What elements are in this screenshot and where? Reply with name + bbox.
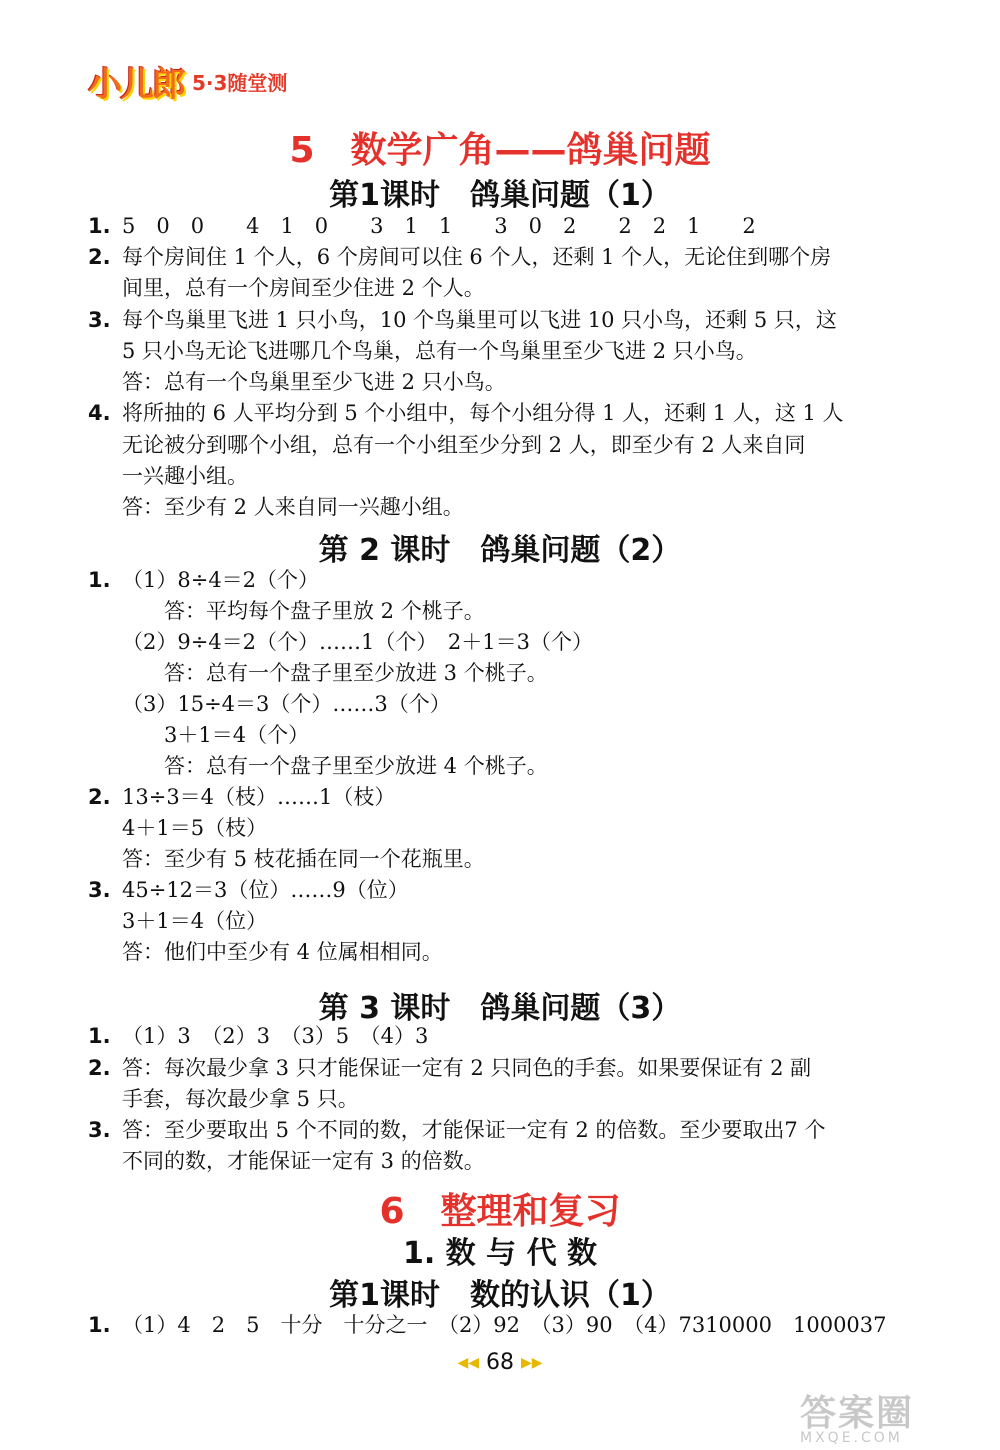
answer-line — [88, 461, 248, 491]
answer-text: （2）9÷4＝2（个）……1（个） 2＋1＝3（个） — [122, 630, 593, 654]
header — [88, 56, 287, 106]
answer-line — [88, 211, 756, 241]
item-number: 3. — [88, 1118, 111, 1142]
chapter-title-5: 5 数学广角——鸽巢问题 — [289, 130, 711, 171]
answer-text: （1）8÷4＝2（个） — [122, 568, 320, 592]
answer-line — [88, 596, 485, 626]
answer-text: 答：总有一个盘子里至少放进 4 个桃子。 — [122, 754, 548, 778]
item-number: 1. — [88, 1313, 111, 1337]
answer-line — [88, 398, 844, 428]
answer-line — [88, 242, 831, 272]
right-arrow-icon: ▶▶ — [521, 1355, 543, 1371]
answer-text: 答：至少有 2 人来自同一兴趣小组。 — [122, 495, 464, 519]
answer-line — [88, 367, 506, 397]
answer-text: 答：至少有 5 枝花插在同一个花瓶里。 — [122, 847, 485, 871]
answer-line — [88, 1084, 359, 1114]
answer-line — [88, 658, 548, 688]
answer-line — [88, 1146, 485, 1176]
answer-text: 手套，每次最少拿 5 只。 — [122, 1087, 359, 1111]
answer-line — [88, 1310, 887, 1340]
answer-line — [88, 273, 485, 303]
answer-text: 无论被分到哪个小组，总有一个小组至少分到 2 人，即至少有 2 人来自同 — [122, 433, 806, 457]
answer-text: 5 只小鸟无论飞进哪几个鸟巢，总有一个鸟巢里至少飞进 2 只小鸟。 — [122, 339, 757, 363]
item-number: 1. — [88, 214, 111, 238]
lesson-title-2: 第 2 课时 鸽巢问题（2） — [318, 533, 682, 568]
answer-text: （1）3 （2）3 （3）5 （4）3 — [122, 1024, 429, 1048]
brand-logo: 小儿郎 — [88, 64, 184, 105]
item-number: 1. — [88, 1024, 111, 1048]
answer-line — [88, 1115, 825, 1145]
answer-text: 答：总有一个鸟巢里至少飞进 2 只小鸟。 — [122, 370, 506, 394]
answer-line — [88, 492, 464, 522]
answer-text: 答：平均每个盘子里放 2 个桃子。 — [122, 599, 485, 623]
item-number: 4. — [88, 401, 111, 425]
answer-text: 3＋1＝4（位） — [122, 909, 268, 933]
answer-line — [88, 1021, 428, 1051]
answer-line — [88, 336, 757, 366]
answer-line — [88, 937, 443, 967]
series-name: 5·3随堂测 — [192, 70, 288, 95]
watermark-text: 答案圈 — [800, 1393, 915, 1434]
lesson-title-1: 第1课时 鸽巢问题（1） — [329, 178, 671, 213]
answer-text: 一兴趣小组。 — [122, 464, 248, 488]
page-footer — [0, 1350, 1000, 1375]
answer-line — [88, 720, 309, 750]
answer-line — [88, 430, 805, 460]
answer-line — [88, 875, 409, 905]
answer-line — [88, 1053, 811, 1083]
answer-text: 每个房间住 1 个人，6 个房间可以住 6 个人，还剩 1 个人，无论住到哪个房 — [122, 245, 832, 269]
item-number: 3. — [88, 308, 111, 332]
answer-text: 3＋1＝4（个） — [122, 723, 310, 747]
answer-text: 13÷3＝4（枝）……1（枝） — [122, 785, 396, 809]
answer-text: 答：每次最少拿 3 只才能保证一定有 2 只同色的手套。如果要保证有 2 副 — [122, 1056, 812, 1080]
item-number: 2. — [88, 785, 111, 809]
lesson-title-3: 第 3 课时 鸽巢问题（3） — [318, 991, 682, 1026]
answer-text: 不同的数，才能保证一定有 3 的倍数。 — [122, 1149, 485, 1173]
answer-text: （3）15÷4＝3（个）……3（个） — [122, 692, 451, 716]
section-title: 1. 数 与 代 数 — [402, 1236, 598, 1271]
answer-line — [88, 627, 593, 657]
answer-text: 将所抽的 6 人平均分到 5 个小组中，每个小组分得 1 人，还剩 1 人，这 1 人 — [122, 401, 844, 425]
answer-text: 答：总有一个盘子里至少放进 3 个桃子。 — [122, 661, 548, 685]
lesson-title-4: 第1课时 数的认识（1） — [329, 1278, 671, 1313]
answer-text: 每个鸟巢里飞进 1 只小鸟，10 个鸟巢里可以飞进 10 只小鸟，还剩 5 只，这 — [122, 308, 837, 332]
answer-line — [88, 751, 548, 781]
chapter-title-6: 6 整理和复习 — [379, 1191, 621, 1232]
answer-text: 答：至少要取出 5 个不同的数，才能保证一定有 2 的倍数。至少要取出7 个 — [122, 1118, 826, 1142]
answer-line — [88, 305, 837, 335]
item-number: 2. — [88, 245, 111, 269]
answer-line — [88, 844, 485, 874]
answer-line — [88, 906, 267, 936]
answer-line — [88, 565, 319, 595]
answer-text: 45÷12＝3（位）……9（位） — [122, 878, 409, 902]
page-number: 68 — [486, 1350, 514, 1375]
item-number: 2. — [88, 1056, 111, 1080]
watermark-url: MXQE.COM — [800, 1430, 903, 1446]
left-arrow-icon: ◀◀ — [457, 1355, 479, 1371]
answer-text: （1）4 2 5 十分 十分之一 （2）92 （3）90 （4）7310000 1000037 — [122, 1313, 887, 1337]
answer-line — [88, 689, 451, 719]
answer-text: 4＋1＝5（枝） — [122, 816, 268, 840]
answer-text: 间里，总有一个房间至少住进 2 个人。 — [122, 276, 485, 300]
answer-text: 答：他们中至少有 4 位属相相同。 — [122, 940, 443, 964]
watermark — [800, 1385, 980, 1445]
answer-text: 5 0 0 4 1 0 3 1 1 3 0 2 2 2 1 2 — [122, 214, 756, 238]
answer-line — [88, 782, 395, 812]
item-number: 1. — [88, 568, 111, 592]
item-number: 3. — [88, 878, 111, 902]
answer-line — [88, 813, 267, 843]
